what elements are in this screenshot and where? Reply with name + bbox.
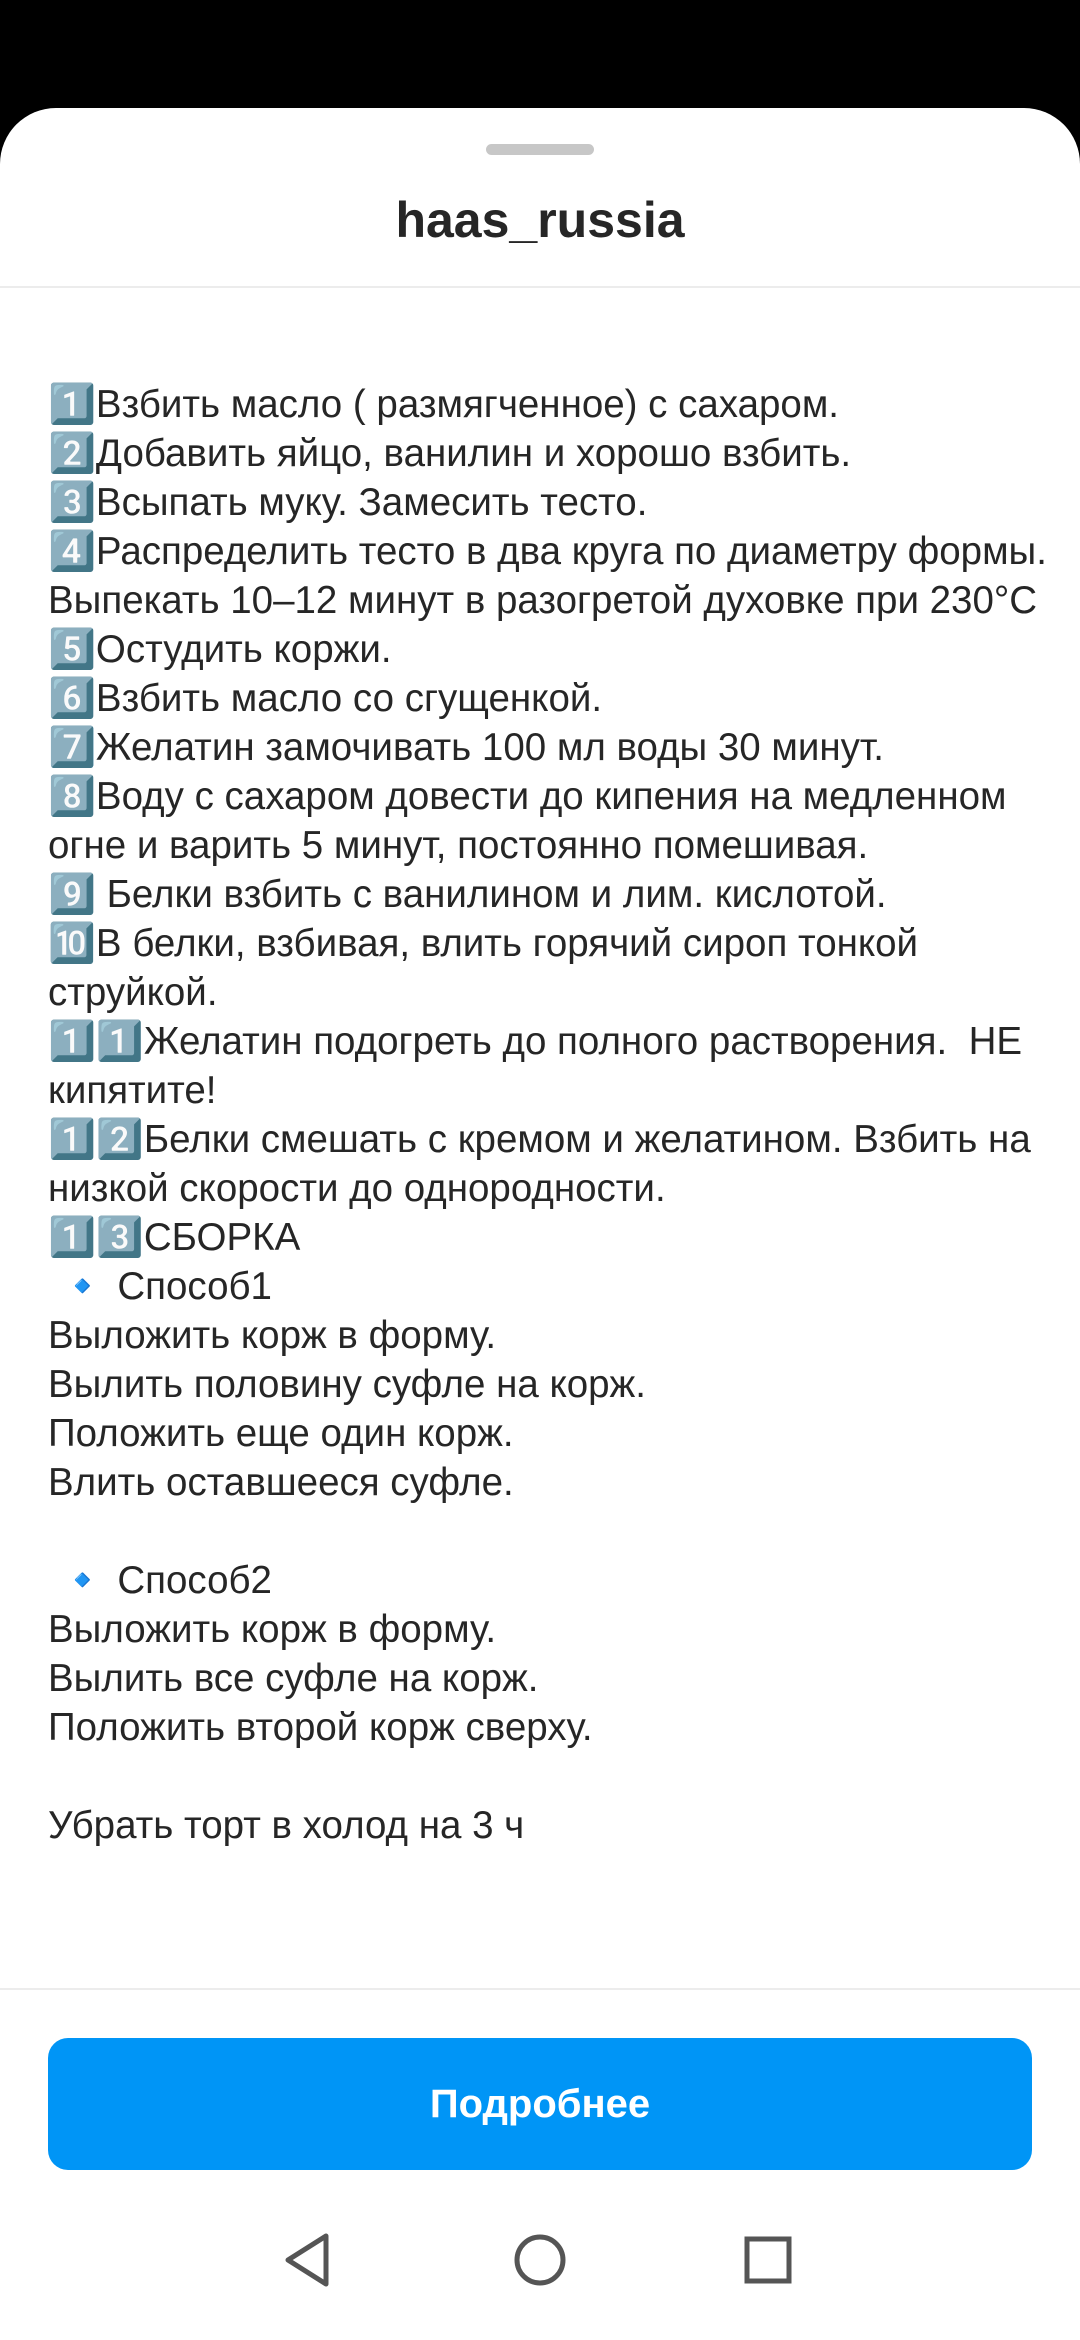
back-triangle-icon: [278, 2230, 338, 2290]
back-button[interactable]: [248, 2200, 368, 2320]
more-details-button[interactable]: Подробнее: [48, 2038, 1032, 2170]
caption-scroll-area[interactable]: [48, 380, 1048, 1946]
footer-divider: [0, 1988, 1080, 1990]
recent-square-icon: [738, 2230, 798, 2290]
bottom-sheet: [0, 108, 1080, 2340]
system-navigation-bar: [0, 2200, 1080, 2340]
caption-text: 1️⃣Взбить масло ( размягченное) с сахаром. 2️⃣Добавить яйцо, ванилин и хорошо взбить. 3️⃣Всыпать муку. Замесить тесто. 4️⃣Распределить тесто в два круга по диаметру формы. Выпекать 10–12 минут в разогретой духовке при 230°С 5️⃣Остудить коржи. 6️⃣Взбить масло со сгущенкой. 7️⃣Желатин замочивать 100 мл воды 30 минут. 8️⃣Воду с сахаром довести до кипения на медленном огне и варить 5 минут, постоянно помешивая. 9️⃣ Белки взбить с ванилином и лим. кислотой. 🔟В белки, взбивая, влить горячий сироп тонкой струйкой. 1️⃣1️⃣Желатин подогреть до полного растворения. НЕ кипятите! 1️⃣2️⃣Белки смешать с кремом и желатином. Взбить на низкой скорости до однородности. 1️⃣3️⃣СБОРКА 🔹 Способ1 Выложить корж в форму. Вылить половину суфле на корж. Положить еще один корж. Влить оставшееся суфле. 🔹 Способ2 Выложить корж в форму. Вылить все суфле на корж. Положить второй корж сверху. Убрать торт в холод на 3 ч: [48, 383, 1047, 1847]
home-circle-icon: [510, 2230, 570, 2290]
header-divider: [0, 286, 1080, 288]
recent-apps-button[interactable]: [708, 2200, 828, 2320]
home-button[interactable]: [480, 2200, 600, 2320]
sheet-title: haas_russia: [395, 192, 685, 248]
status-bar: [0, 0, 1080, 108]
drag-handle[interactable]: [486, 144, 594, 155]
